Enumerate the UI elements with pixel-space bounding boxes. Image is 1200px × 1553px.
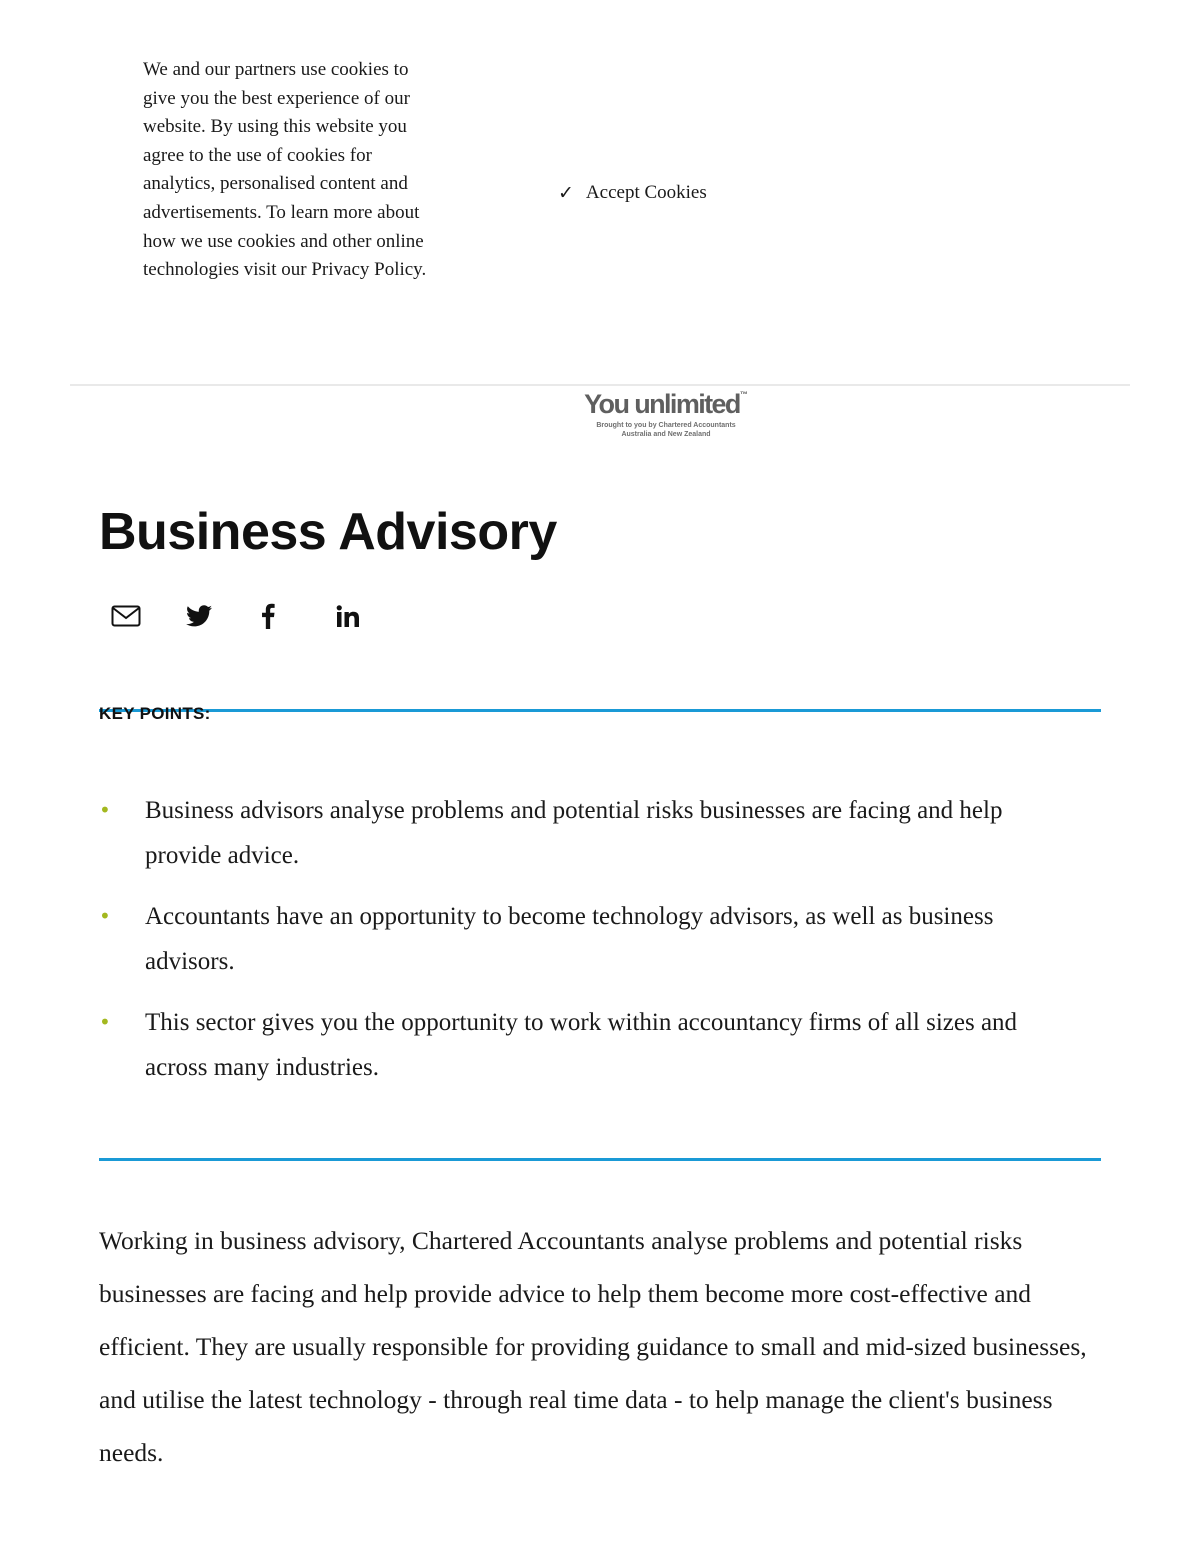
checkmark-icon: ✓ [558, 182, 574, 204]
list-item [99, 894, 1079, 984]
share-bar [111, 600, 411, 632]
key-point-text: Business advisors analyse problems and potential risks businesses are facing and help provide advice. [145, 797, 1003, 869]
logo-tagline: Brought to you by Chartered Accountants Australia and New Zealand [596, 422, 736, 438]
list-item [99, 788, 1079, 878]
twitter-icon [186, 605, 212, 627]
key-point-text: This sector gives you the opportunity to work within accountancy firms of all sizes and across many industries. [145, 1009, 1018, 1081]
key-points-top-rule [99, 709, 1101, 712]
linkedin-icon [336, 605, 360, 627]
share-email-button[interactable] [111, 600, 186, 632]
email-icon [111, 605, 141, 627]
accept-cookies-button[interactable] [558, 182, 707, 204]
bullet-icon: • [99, 798, 111, 822]
page-title: Business Advisory [99, 503, 557, 561]
logo-wordmark: You unlimited™ [584, 389, 748, 419]
share-twitter-button[interactable] [186, 600, 261, 632]
key-points-list [99, 788, 1079, 1106]
share-facebook-button[interactable] [261, 600, 336, 632]
article-body: Working in business advisory, Chartered Accountants analyse problems and potential risks businesses are facing and help provide advice to help them become more cost-effective and efficient. They are usually responsible for providing guidance to small and mid-sized businesses, and utilise the latest technology - through real time data - to help manage the client's business needs. [99, 1226, 1087, 1467]
accept-cookies-label: Accept Cookies [585, 182, 707, 203]
key-points-heading: KEY POINTS: [99, 704, 211, 723]
bullet-icon: • [99, 1010, 111, 1034]
share-linkedin-button[interactable] [336, 600, 411, 632]
key-points-bottom-rule [99, 1158, 1101, 1161]
list-item [99, 1000, 1079, 1090]
cookie-banner-message: We and our partners use cookies to give you the best experience of our website. By using this website you agree to the use of cookies for analytics, personalised content and advertisements. To learn more about how we use cookies and other online technologies visit our Privacy Policy. [143, 59, 427, 281]
bullet-icon: • [99, 904, 111, 928]
facebook-icon [261, 603, 275, 629]
site-logo[interactable] [566, 380, 766, 439]
key-point-text: Accountants have an opportunity to become technology advisors, as well as business advisors. [145, 903, 994, 975]
